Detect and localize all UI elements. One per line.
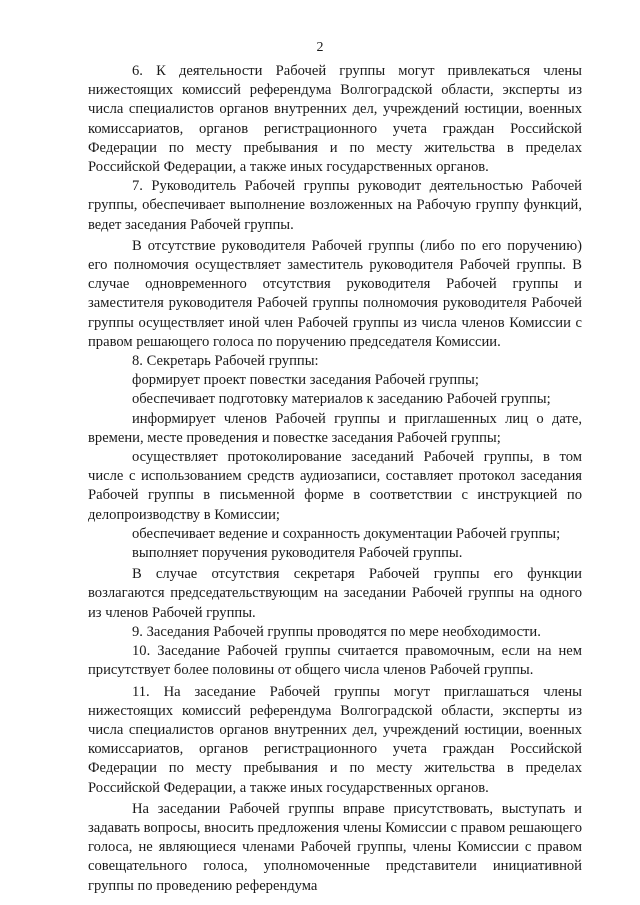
- paragraph-7: 7. Руководитель Рабочей группы руководит деятельностью Рабочей группы, обеспечивает выполнение возложенных на Рабочую группу функций, ведет заседания Рабочей группы.: [88, 178, 582, 233]
- secretary-duty-documents: обеспечивает ведение и сохранность документации Рабочей группы;: [132, 525, 561, 542]
- paragraph-11-attendees: На заседании Рабочей группы вправе присутствовать, выступать и задавать вопросы, вносить предложения члены Комиссии с правом решающего голоса, не являющиеся членами Рабочей группы, члены Комиссии с правом совещательного голоса, уполномоченные представители инициативной группы по проведению референдума: [88, 800, 582, 894]
- secretary-duty-orders: выполняет поручения руководителя Рабочей группы.: [132, 545, 463, 562]
- paragraph-8-heading: 8. Секретарь Рабочей группы:: [132, 353, 319, 370]
- secretary-duty-materials: обеспечивает подготовку материалов к заседанию Рабочей группы;: [132, 391, 551, 408]
- paragraph-10: 10. Заседание Рабочей группы считается правомочным, если на нем присутствует более половины от общего числа членов Рабочей группы.: [88, 643, 582, 679]
- secretary-duty-minutes: осуществляет протоколирование заседаний Рабочей группы, в том числе с использованием средств аудиозаписи, составляет протокол заседания Рабочей группы в письменной форме в соответствии с инструкцией по делопроизводству в Комиссии;: [88, 449, 582, 523]
- secretary-duty-agenda: формирует проект повестки заседания Рабочей группы;: [132, 372, 479, 389]
- paragraph-9: 9. Заседания Рабочей группы проводятся по мере необходимости.: [132, 623, 541, 640]
- secretary-duty-inform: информирует членов Рабочей группы и приглашенных лиц о дате, времени, месте проведения и повестке заседания Рабочей группы;: [88, 410, 582, 446]
- paragraph-7-deputy: В отсутствие руководителя Рабочей группы (либо по его поручению) его полномочия осуществляет заместитель руководителя Рабочей группы. В случае одновременного отсутствия руководителя Рабочей группы и заместителя руководителя Рабочей группы полномочия руководителя Рабочей группы осуществляет иной член Рабочей группы из числа членов Комиссии с правом решающего голоса по поручению председателя Комиссии.: [88, 237, 582, 350]
- document-body: [88, 62, 582, 896]
- paragraph-11: 11. На заседание Рабочей группы могут приглашаться члены нижестоящих комиссий референдума Волгоградской области, эксперты из числа специалистов органов внутренних дел, учреждений юстиции, военных комиссариатов, органов регистрационного учета граждан Российской Федерации по месту пребывания и по месту жительства в пределах Российской Федерации, а также иных государственных органов.: [88, 683, 582, 796]
- secretary-absence: В случае отсутствия секретаря Рабочей группы его функции возлагаются председательствующим на заседании Рабочей группы на одного из членов Рабочей группы.: [88, 566, 582, 621]
- page-number: 2: [316, 40, 324, 55]
- paragraph-6: 6. К деятельности Рабочей группы могут привлекаться члены нижестоящих комиссий референдума Волгоградской области, эксперты из числа специалистов органов внутренних дел, учреждений юстиции, военных комиссариатов, органов регистрационного учета граждан Российской Федерации по месту пребывания и по месту жительства в пределах Российской Федерации, а также иных государственных органов.: [88, 63, 582, 176]
